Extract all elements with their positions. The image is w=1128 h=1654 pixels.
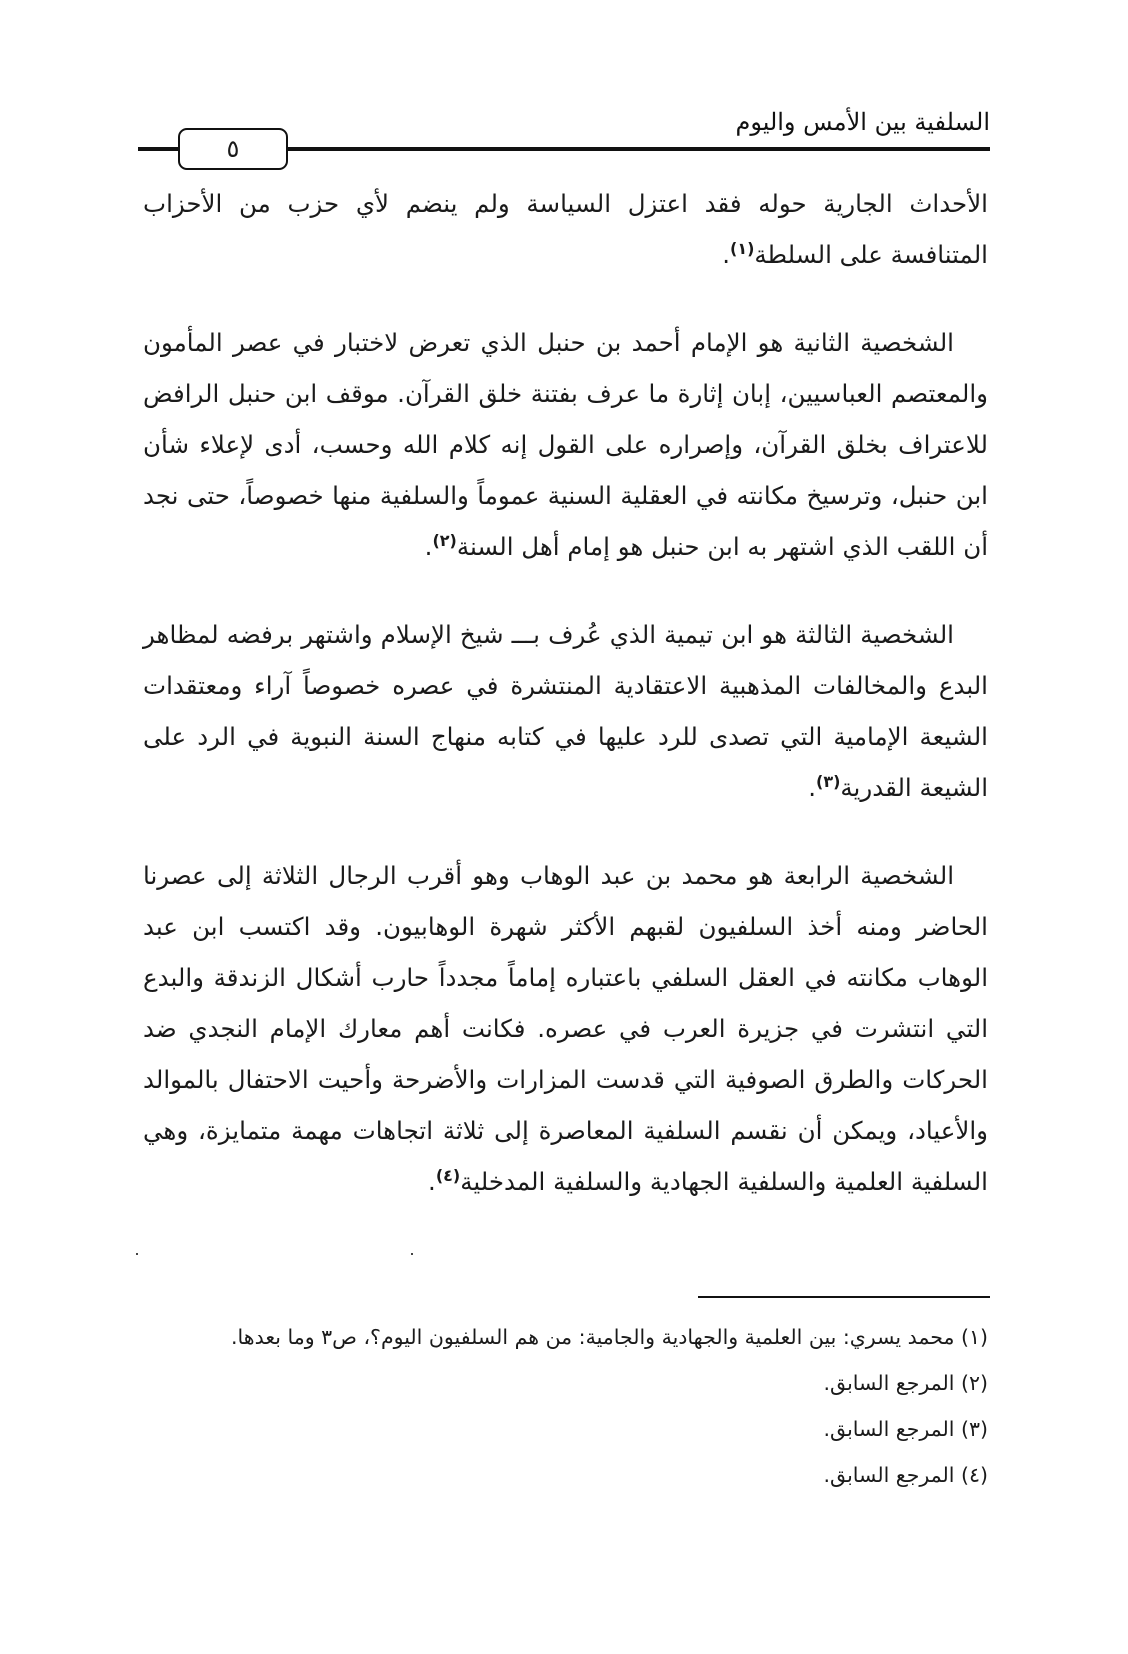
footnote-2: (٢) المرجع السابق.	[823, 1371, 988, 1395]
paragraph-end: .	[808, 773, 817, 802]
paragraph-text: الشخصية الثانية هو الإمام أحمد بن حنبل الذي تعرض لاختبار في عصر المأمون والمعتصم العباسيين، إبان إثارة ما عرف بفتنة خلق القرآن. موقف ابن حنبل الرافض للاعتراف بخلق القرآن، وإصراره على القول إنه كلام الله وحسب، أدى لإعلاء شأن ابن حنبل، وترسيخ مكانته في العقلية السنية عموماً والسلفية منها خصوصاً، حتى نجد أن اللقب الذي اشتهر به ابن حنبل هو إمام أهل السنة	[143, 328, 988, 561]
footnote-ref-2: (٢)	[432, 530, 457, 550]
footnote-3: (٣) المرجع السابق.	[823, 1417, 988, 1441]
body-text	[143, 178, 988, 1244]
paragraph-end: .	[428, 1167, 436, 1196]
paragraph-2	[143, 317, 988, 572]
footnote-4: (٤) المرجع السابق.	[823, 1463, 988, 1487]
paragraph-1	[143, 178, 988, 280]
footnotes	[143, 1314, 988, 1498]
scan-speck	[411, 1253, 413, 1255]
footnote-ref-1: (١)	[730, 238, 755, 258]
paragraph-4	[143, 850, 988, 1207]
paragraph-end: .	[424, 532, 433, 561]
footnote-ref-3: (٣)	[816, 771, 841, 791]
paragraph-3	[143, 609, 988, 813]
footnote-1: (١) محمد يسري: بين العلمية والجهادية والجامية: من هم السلفيون اليوم؟، ص٣ وما بعدها.	[231, 1325, 988, 1349]
footnote-ref-4: (٤)	[435, 1165, 461, 1185]
running-title: السلفية بين الأمس واليوم	[735, 108, 990, 136]
scan-speck	[136, 1253, 138, 1255]
paragraph-text: الأحداث الجارية حوله فقد اعتزل السياسة ولم ينضم لأي حزب من الأحزاب المتنافسة على السلطة	[143, 189, 988, 269]
paragraph-end: .	[722, 240, 731, 269]
footnote-rule	[698, 1296, 990, 1298]
paragraph-text: الشخصية الثالثة هو ابن تيمية الذي عُرف بـــ شيخ الإسلام واشتهر برفضه لمظاهر البدع والمخالفات المذهبية الاعتقادية المنتشرة في عصره خصوصاً آراء ومعتقدات الشيعة الإمامية التي تصدى للرد عليها في كتابه منهاج السنة النبوية في الرد على الشيعة القدرية	[143, 620, 988, 802]
paragraph-text: الشخصية الرابعة هو محمد بن عبد الوهاب وهو أقرب الرجال الثلاثة إلى عصرنا الحاضر ومنه أخذ السلفيون لقبهم الأكثر شهرة الوهابيون. وقد اكتسب ابن عبد الوهاب مكانته في العقل السلفي باعتباره إماماً مجدداً حارب أشكال الزندقة والبدع التي انتشرت في جزيرة العرب في عصره. فكانت أهم معارك الإمام النجدي ضد الحركات والطرق الصوفية التي قدست المزارات والأضرحة وأحيت الاحتفال بالموالد والأعياد، ويمكن أن نقسم السلفية المعاصرة إلى ثلاثة اتجاهات مهمة متمايزة، وهي السلفية العلمية والسلفية الجهادية والسلفية المدخلية	[143, 861, 988, 1196]
page-number: ٥	[178, 128, 288, 170]
